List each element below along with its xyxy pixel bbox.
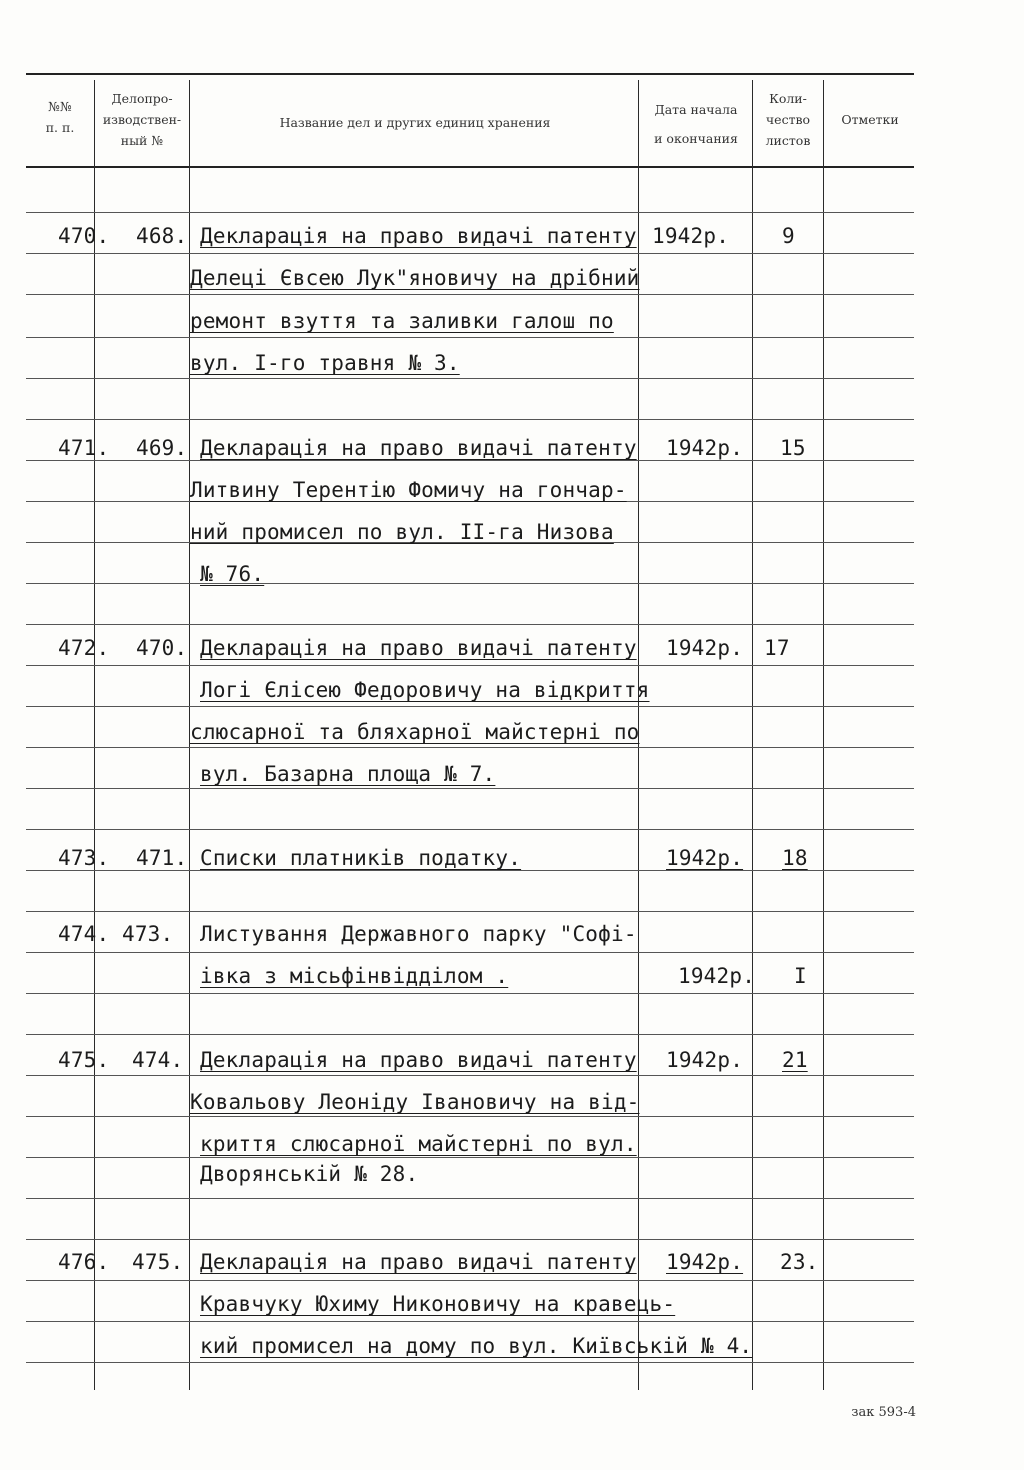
ledger-rule: [26, 1321, 914, 1322]
row-number: 475.: [58, 1048, 110, 1072]
row-title-line: івка з місьфінвідділом .: [200, 964, 509, 988]
ledger-rule: [26, 829, 914, 830]
row-title-line: Декларація на право видачі патенту: [200, 436, 637, 460]
row-title-line: Делеці Євсею Лук"яновичу на дрібний: [190, 266, 640, 290]
header-col-sheets: Коли- чество листов: [765, 91, 811, 148]
row-date: 1942р.: [678, 964, 756, 988]
ledger-rule: [26, 1075, 914, 1076]
row-office-number: 470.: [136, 636, 188, 660]
row-title-line: кий промисел на дому по вул. Київській № 4.: [200, 1334, 753, 1358]
row-date: 1942р.: [666, 1250, 744, 1274]
ledger-rule: [26, 419, 914, 420]
ledger-rule: [26, 624, 914, 625]
row-title-line: Декларація на право видачі патенту: [200, 636, 637, 660]
ledger-rule: [26, 952, 914, 953]
row-number: 470.: [58, 224, 110, 248]
ledger-rule: [26, 1239, 914, 1240]
row-title-line: Декларація на право видачі патенту: [200, 1250, 637, 1274]
row-title-line: Логі Єлісею Федоровичу на відкриття: [200, 678, 650, 702]
ledger-rule: [26, 665, 914, 666]
header-col-notes: Отметки: [841, 112, 899, 127]
ledger-rule: [26, 460, 914, 461]
header-col-title: Название дел и других единиц хранения: [279, 115, 551, 130]
ledger-rule: [26, 1198, 914, 1199]
row-date: 1942р.: [666, 436, 744, 460]
column-rule: [823, 80, 824, 1390]
row-title-line: Дворянській № 28.: [200, 1162, 419, 1186]
column-rule: [94, 80, 95, 1390]
row-sheets: 9: [782, 224, 795, 248]
ledger-rule: [26, 788, 914, 789]
row-number: 473.: [58, 846, 110, 870]
row-sheets: 17: [764, 636, 790, 660]
row-title-line: Декларація на право видачі патенту: [200, 224, 637, 248]
row-title-line: Кравчуку Юхиму Никоновичу на кравець-: [200, 1292, 676, 1316]
row-title-line: Листування Державного парку "Софі-: [200, 922, 637, 946]
row-title-line: криття слюсарної майстерні по вул.: [200, 1132, 637, 1156]
ledger-rule: [26, 911, 914, 912]
row-title-line: Ковальову Леоніду Івановичу на від-: [190, 1090, 640, 1114]
column-rule: [752, 80, 753, 1390]
row-date: 1942р.: [666, 636, 744, 660]
row-number: 474.: [58, 922, 110, 946]
row-title-line: слюсарної та бляхарної майстерні по: [190, 720, 640, 744]
row-title-line: Литвину Терентію Фомичу на гончар-: [190, 478, 627, 502]
header-bottom-rule: [26, 166, 914, 168]
row-title-line: Списки платників податку.: [200, 846, 522, 870]
ledger-rule: [26, 747, 914, 748]
row-title-line: вул. Базарна площа № 7.: [200, 762, 496, 786]
header-top-rule: [26, 73, 914, 75]
header-col-dates: Дата начала и окончания: [654, 102, 738, 146]
ledger-rule: [26, 1034, 914, 1035]
row-title-line: вул. І-го травня № 3.: [190, 351, 460, 375]
ledger-rule: [26, 583, 914, 584]
header-col-office-number: Делопро- изводствен- ный №: [102, 91, 182, 148]
row-office-number: 474.: [132, 1048, 184, 1072]
row-number: 476.: [58, 1250, 110, 1274]
ledger-rule: [26, 337, 914, 338]
ledger-rule: [26, 378, 914, 379]
row-date: 1942р.: [666, 1048, 744, 1072]
ledger-rule: [26, 1157, 914, 1158]
ledger-rule: [26, 870, 914, 871]
row-title-line: № 76.: [200, 562, 265, 586]
ledger-rule: [26, 253, 914, 254]
row-sheets: 15: [780, 436, 806, 460]
row-number: 472.: [58, 636, 110, 660]
row-title-line: ремонт взуття та заливки галош по: [190, 309, 614, 333]
ledger-rule: [26, 706, 914, 707]
row-sheets: 23.: [780, 1250, 819, 1274]
row-office-number: 475.: [132, 1250, 184, 1274]
row-office-number: 468.: [136, 224, 188, 248]
ledger-rule: [26, 1116, 914, 1117]
row-office-number: 471.: [136, 846, 188, 870]
ledger-rule: [26, 294, 914, 295]
row-sheets: I: [794, 964, 807, 988]
header-col-number: №№ п. п.: [45, 99, 75, 135]
row-number: 471.: [58, 436, 110, 460]
ledger-rule: [26, 1362, 914, 1363]
row-sheets: 18: [782, 846, 808, 870]
row-office-number: 469.: [136, 436, 188, 460]
row-title-line: Декларація на право видачі патенту: [200, 1048, 637, 1072]
print-order-footer: зак 593-4: [851, 1405, 916, 1420]
row-date: 1942р.: [666, 846, 744, 870]
ledger-rule: [26, 212, 914, 213]
ledger-rule: [26, 993, 914, 994]
row-sheets: 21: [782, 1048, 808, 1072]
row-date: 1942р.: [652, 224, 730, 248]
ledger-rule: [26, 1280, 914, 1281]
row-office-number: 473.: [122, 922, 174, 946]
row-title-line: ний промисел по вул. ІІ-га Низова: [190, 520, 614, 544]
